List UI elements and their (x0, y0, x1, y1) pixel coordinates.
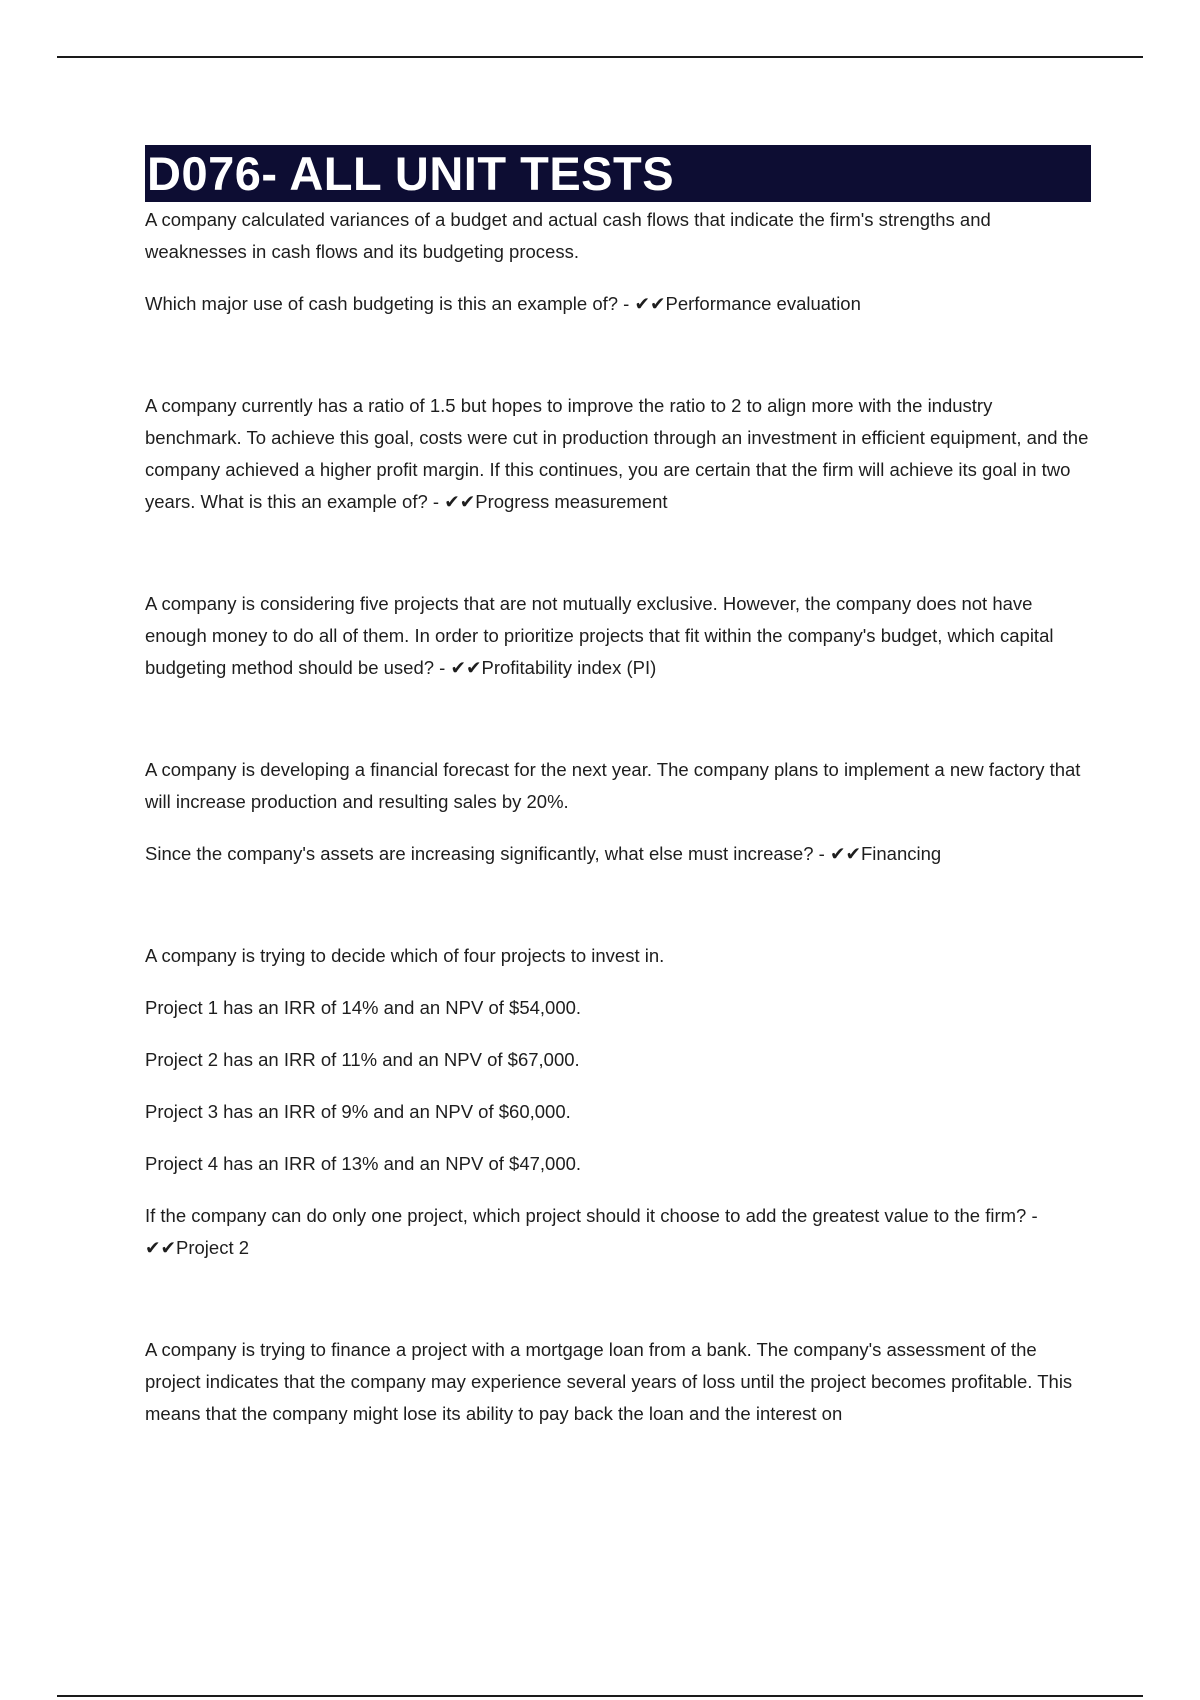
question-item (145, 1334, 1091, 1430)
page-title: D076- ALL UNIT TESTS (147, 147, 675, 200)
question-item (145, 390, 1091, 518)
question-item (145, 588, 1091, 684)
question-item (145, 204, 1091, 320)
question-prompt (145, 390, 1091, 518)
checkmark-icon: ✔✔ (444, 491, 476, 512)
answer (450, 657, 656, 678)
answer (634, 293, 860, 314)
prompt-text: Since the company's assets are increasing significantly, what else must increase? - (145, 843, 830, 864)
prompt-text: If the company can do only one project, which project should it choose to add the greatest value to the firm? - (145, 1205, 1038, 1226)
prompt-text: A company is considering five projects that are not mutually exclusive. However, the company does not have enough money to do all of them. In order to prioritize projects that fit within the company's budget, which capital budgeting method should be used? - (145, 593, 1054, 678)
question-text: A company calculated variances of a budget and actual cash flows that indicate the firm's strengths and weaknesses in cash flows and its budgeting process. (145, 209, 991, 262)
answer-text: Project 2 (176, 1237, 250, 1258)
project-line: Project 1 has an IRR of 14% and an NPV of $54,000. (145, 997, 582, 1018)
answer-text: Performance evaluation (665, 293, 861, 314)
question-text: A company is trying to finance a project with a mortgage loan from a bank. The company's assessment of the project indicates that the company may experience several years of loss until the project becomes profitable. This means that the company might lose its ability to pay back the loan and the interest on (145, 1339, 1073, 1424)
footer-rule (57, 1695, 1143, 1697)
question-prompt (145, 588, 1091, 684)
checkmark-icon: ✔✔ (450, 657, 482, 678)
answer-text: Profitability index (PI) (481, 657, 657, 678)
answer (830, 843, 941, 864)
answer-text: Progress measurement (475, 491, 668, 512)
prompt-text: Which major use of cash budgeting is this an example of? - (145, 293, 635, 314)
question-item (145, 940, 1091, 1264)
question-prompt (145, 288, 1091, 320)
answer-text: Financing (860, 843, 942, 864)
project-line: Project 4 has an IRR of 13% and an NPV of $47,000. (145, 1153, 582, 1174)
prompt-text: A company currently has a ratio of 1.5 but hopes to improve the ratio to 2 to align more with the industry benchmark. To achieve this goal, costs were cut in production through an investment in efficient equipment, and the company achieved a higher profit margin. If this continues, you are certain that the firm will achieve its goal in two years. What is this an example of? - (145, 395, 1089, 512)
question-prompt (145, 1200, 1091, 1264)
question-list (145, 204, 1091, 1430)
page-content (145, 145, 1091, 1430)
project-line: Project 3 has an IRR of 9% and an NPV of $60,000. (145, 1101, 571, 1122)
question-prompt (145, 838, 1091, 870)
checkmark-icon: ✔✔ (145, 1237, 177, 1258)
checkmark-icon: ✔✔ (634, 293, 666, 314)
checkmark-icon: ✔✔ (829, 843, 861, 864)
project-line: Project 2 has an IRR of 11% and an NPV of $67,000. (145, 1049, 580, 1070)
answer (444, 491, 667, 512)
question-text: A company is trying to decide which of four projects to invest in. (145, 945, 665, 966)
title-banner (145, 145, 1091, 202)
answer (145, 1237, 249, 1258)
question-text: A company is developing a financial forecast for the next year. The company plans to implement a new factory that will increase production and resulting sales by 20%. (145, 759, 1081, 812)
header-rule (57, 56, 1143, 58)
question-item (145, 754, 1091, 870)
